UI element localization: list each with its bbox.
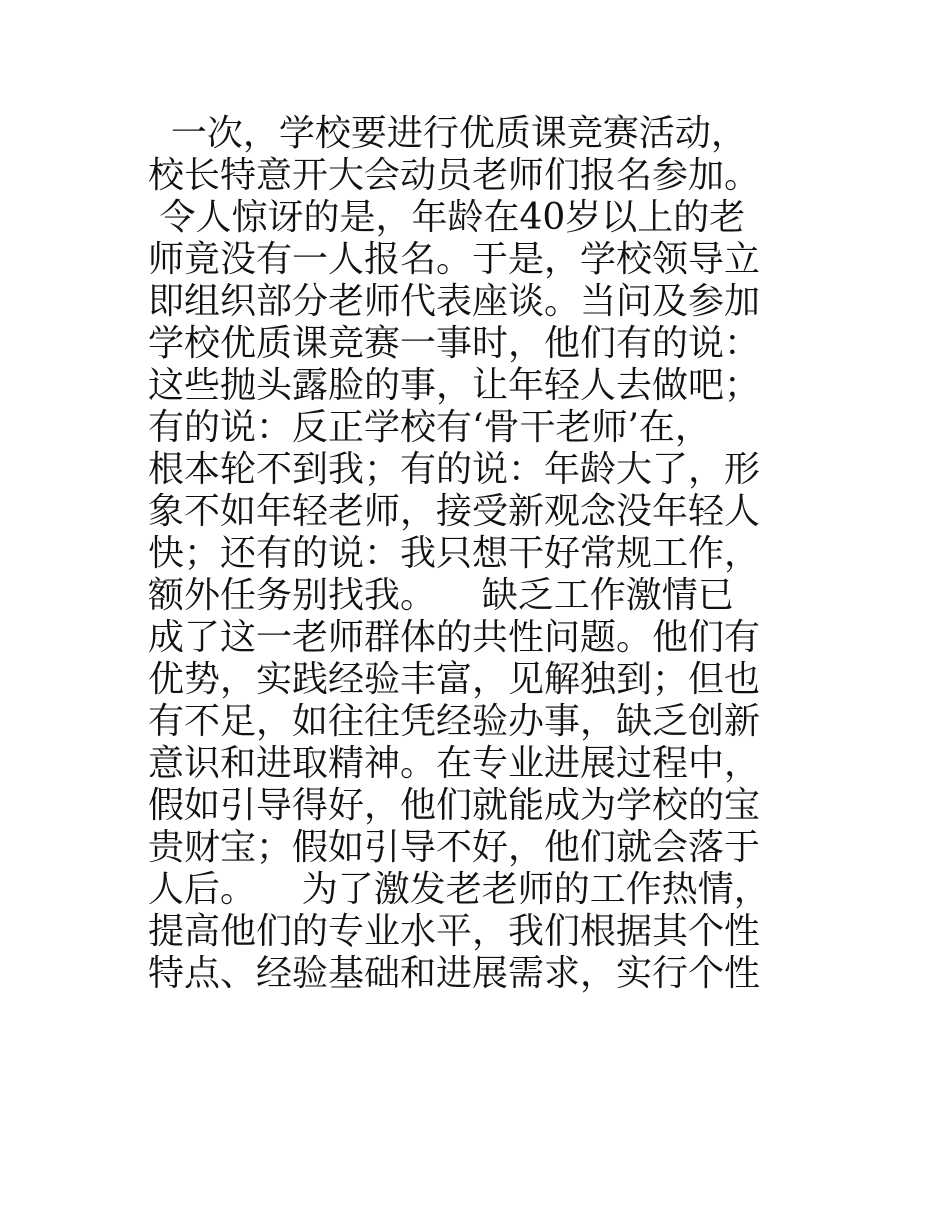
text-line: 贵财宝；假如引导不好，他们就会落于 <box>148 827 761 868</box>
body-text <box>148 113 868 995</box>
text-line: 提高他们的专业水平，我们根据其个性 <box>148 911 761 952</box>
text-line: 这些抛头露脸的事，让年轻人去做吧； <box>148 365 761 406</box>
text-line: 象不如年轻老师，接受新观念没年轻人 <box>148 491 761 532</box>
text-line: 有不足，如往往凭经验办事，缺乏创新 <box>148 701 761 742</box>
text-line: 假如引导得好，他们就能成为学校的宝 <box>148 785 761 826</box>
text-line: 优势，实践经验丰富，见解独到；但也 <box>148 659 761 700</box>
text-line: 成了这一老师群体的共性问题。他们有 <box>148 617 761 658</box>
text-line: 快；还有的说：我只想干好常规工作， <box>148 533 761 574</box>
text-line: 根本轮不到我；有的说：年龄大了，形 <box>148 449 761 490</box>
text-line: 意识和进取精神。在专业进展过程中， <box>148 743 761 784</box>
text-line: 学校优质课竞赛一事时，他们有的说： <box>148 323 761 364</box>
text-line: 一次，学校要进行优质课竞赛活动， <box>148 113 747 154</box>
text-line: 有的说：反正学校有‘骨干老师’在， <box>148 407 711 448</box>
text-line: 特点、经验基础和进展需求，实行个性 <box>148 953 761 994</box>
text-line: 额外任务别找我。 缺乏工作激情已 <box>148 575 734 616</box>
text-line: 师竟没有一人报名。于是，学校领导立 <box>148 239 761 280</box>
text-line: 校长特意开大会动员老师们报名参加。 <box>148 155 761 196</box>
text-line: 即组织部分老师代表座谈。当问及参加 <box>148 281 761 322</box>
text-line: 令人惊讶的是，年龄在40岁以上的老 <box>148 197 746 238</box>
text-line: 人后。 为了激发老老师的工作热情， <box>148 869 770 910</box>
